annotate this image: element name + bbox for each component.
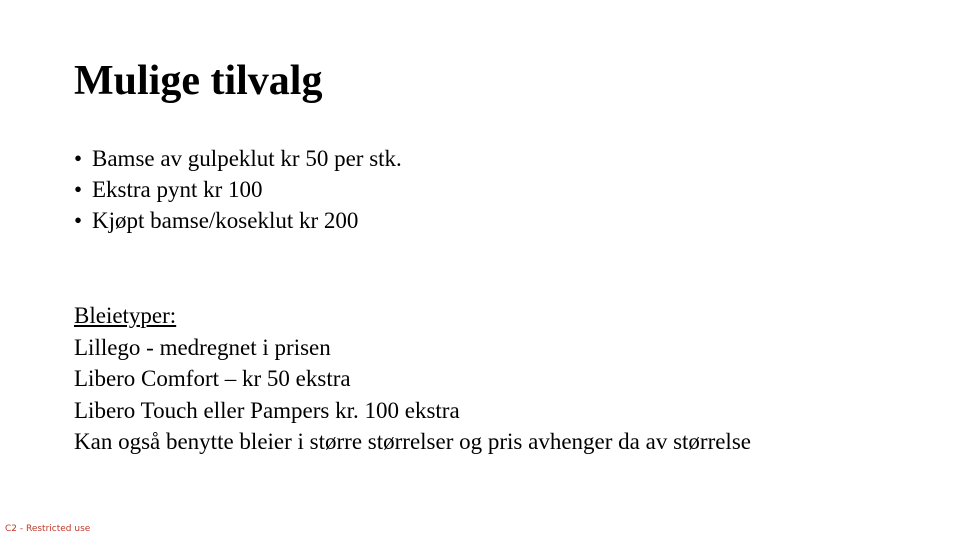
- bullet-icon: •: [74, 177, 83, 202]
- addon-list: [74, 143, 402, 236]
- list-item: [74, 174, 402, 205]
- classification-label: C2 - Restricted use: [5, 524, 91, 534]
- diaper-type-line: Libero Comfort – kr 50 ekstra: [74, 366, 351, 391]
- list-item: [74, 143, 402, 174]
- diaper-type-line: Libero Touch eller Pampers kr. 100 ekstra: [74, 397, 460, 423]
- diaper-type-line: Lillego - medregnet i prisen: [74, 334, 331, 360]
- slide-title: Mulige tilvalg: [74, 58, 323, 104]
- diaper-types-section: [74, 300, 751, 458]
- list-item: [74, 205, 402, 236]
- diaper-type-line: Kan også benytte bleier i større størrelser og pris avhenger da av størrelse: [74, 429, 751, 454]
- bullet-icon: •: [74, 208, 83, 233]
- bullet-icon: •: [74, 146, 83, 171]
- list-item-text: Ekstra pynt kr 100: [92, 177, 263, 202]
- list-item-text: Bamse av gulpeklut kr 50 per stk.: [92, 146, 402, 171]
- diaper-types-heading: Bleietyper:: [74, 303, 177, 328]
- list-item-text: Kjøpt bamse/koseklut kr 200: [92, 208, 359, 233]
